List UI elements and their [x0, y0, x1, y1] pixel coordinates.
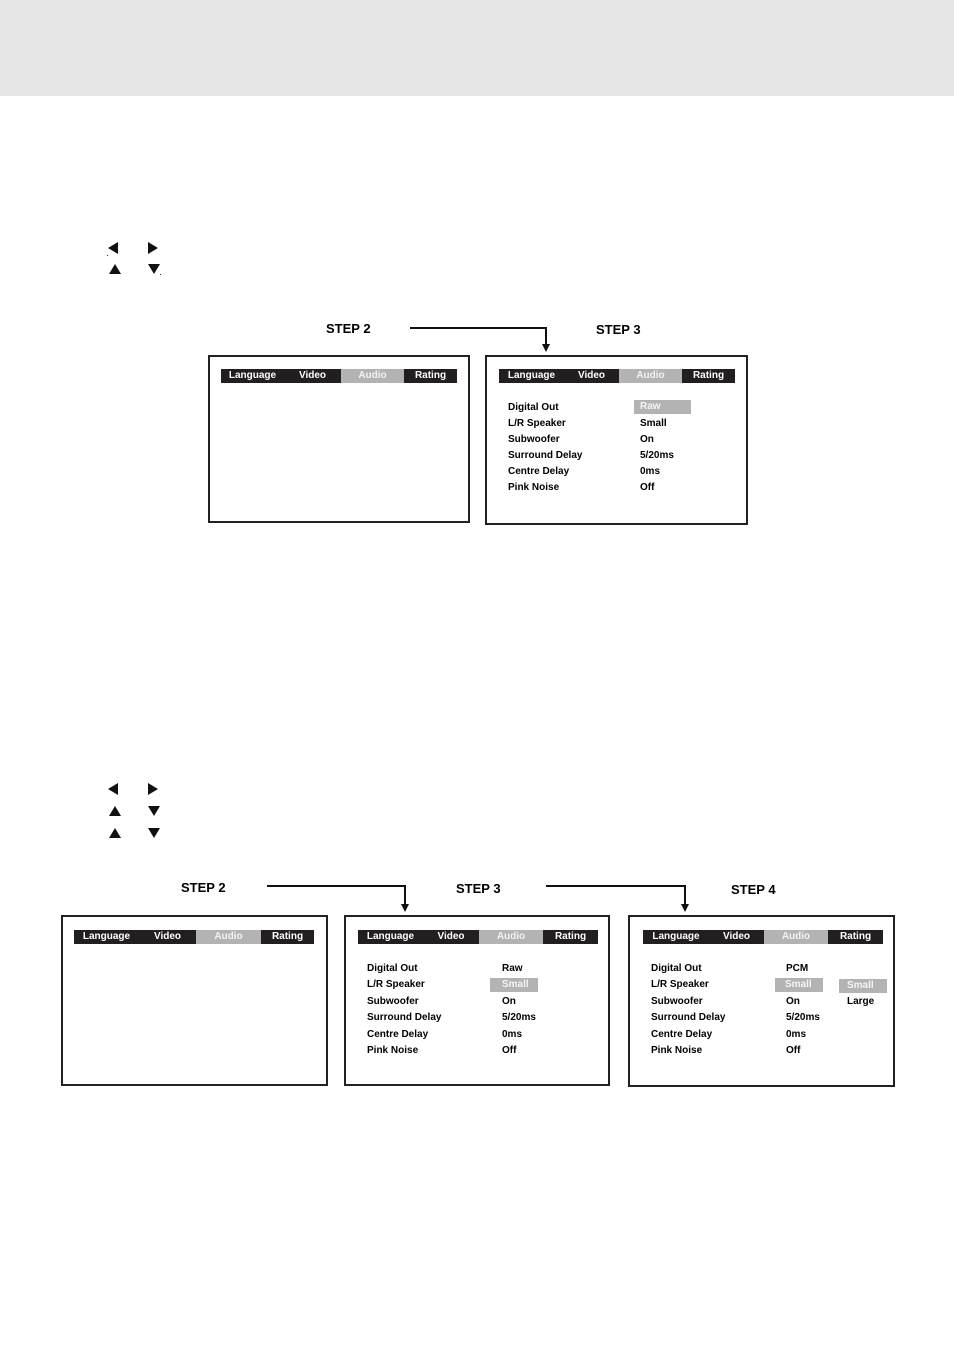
value-centre-delay: 0ms — [786, 1029, 807, 1040]
option-small[interactable]: Small — [839, 979, 887, 993]
up-arrow-icon — [109, 806, 121, 816]
tab-language[interactable]: Language — [221, 369, 284, 383]
down-arrow-icon — [148, 264, 160, 274]
tab-audio[interactable]: Audio — [341, 369, 404, 383]
tab-video[interactable]: Video — [423, 930, 479, 944]
tab-rating[interactable]: Rating — [682, 369, 735, 383]
connector-arrowhead — [401, 904, 409, 912]
menu-tabbar — [499, 369, 735, 383]
menu-item-digital-out[interactable]: Digital Out — [367, 963, 418, 974]
tab-video[interactable]: Video — [284, 369, 341, 383]
value-surround-delay: 5/20ms — [640, 450, 674, 461]
step-2-label: STEP 2 — [326, 321, 371, 336]
up-arrow-icon — [109, 264, 121, 274]
connector-line — [410, 327, 546, 329]
menu-item-lr-speaker[interactable]: L/R Speaker — [508, 418, 566, 429]
dot-mark — [160, 274, 161, 275]
step-2-label: STEP 2 — [181, 880, 226, 895]
connector-line — [546, 885, 686, 887]
menu-item-surround-delay[interactable]: Surround Delay — [651, 1012, 726, 1023]
value-digital-out[interactable]: Raw — [634, 400, 691, 414]
tab-rating[interactable]: Rating — [828, 930, 883, 944]
step-3-screen — [485, 355, 748, 525]
menu-item-centre-delay[interactable]: Centre Delay — [367, 1029, 429, 1040]
menu-item-surround-delay[interactable]: Surround Delay — [508, 450, 583, 461]
connector-line — [684, 885, 686, 905]
menu-item-surround-delay[interactable]: Surround Delay — [367, 1012, 442, 1023]
step-2-screen — [61, 915, 328, 1086]
value-lr-speaker: Small — [640, 418, 667, 429]
tab-audio[interactable]: Audio — [619, 369, 682, 383]
step-4-label: STEP 4 — [731, 882, 776, 897]
value-lr-speaker[interactable]: Small — [775, 978, 823, 992]
menu-tabbar — [221, 369, 457, 383]
tab-video[interactable]: Video — [139, 930, 196, 944]
step-3-label: STEP 3 — [596, 322, 641, 337]
value-centre-delay: 0ms — [640, 466, 661, 477]
menu-item-pink-noise[interactable]: Pink Noise — [508, 482, 560, 493]
tab-audio[interactable]: Audio — [479, 930, 543, 944]
connector-line — [545, 327, 547, 345]
tab-audio[interactable]: Audio — [196, 930, 261, 944]
tab-rating[interactable]: Rating — [404, 369, 457, 383]
value-pink-noise: Off — [502, 1045, 517, 1056]
tab-language[interactable]: Language — [74, 930, 139, 944]
menu-tabbar — [643, 930, 883, 944]
value-pink-noise: Off — [786, 1045, 801, 1056]
tab-language[interactable]: Language — [358, 930, 423, 944]
tab-video[interactable]: Video — [709, 930, 764, 944]
left-arrow-icon — [108, 783, 118, 795]
connector-line — [267, 885, 406, 887]
menu-item-lr-speaker[interactable]: L/R Speaker — [367, 979, 425, 990]
tab-audio[interactable]: Audio — [764, 930, 828, 944]
value-subwoofer: On — [640, 434, 654, 445]
step-2-screen — [208, 355, 470, 523]
tab-language[interactable]: Language — [643, 930, 709, 944]
right-arrow-icon — [148, 783, 158, 795]
up-arrow-icon — [109, 828, 121, 838]
value-surround-delay: 5/20ms — [502, 1012, 536, 1023]
menu-item-lr-speaker[interactable]: L/R Speaker — [651, 979, 709, 990]
connector-arrowhead — [681, 904, 689, 912]
right-arrow-icon — [148, 242, 158, 254]
menu-tabbar — [74, 930, 314, 944]
step-4-screen — [628, 915, 895, 1087]
value-subwoofer: On — [786, 996, 800, 1007]
tab-video[interactable]: Video — [564, 369, 619, 383]
value-centre-delay: 0ms — [502, 1029, 523, 1040]
left-arrow-icon — [108, 242, 118, 254]
connector-arrowhead — [542, 344, 550, 352]
menu-item-pink-noise[interactable]: Pink Noise — [651, 1045, 703, 1056]
connector-line — [404, 885, 406, 905]
down-arrow-icon — [148, 828, 160, 838]
tab-language[interactable]: Language — [499, 369, 564, 383]
menu-item-centre-delay[interactable]: Centre Delay — [651, 1029, 713, 1040]
menu-item-subwoofer[interactable]: Subwoofer — [367, 996, 419, 1007]
tab-rating[interactable]: Rating — [543, 930, 598, 944]
menu-item-subwoofer[interactable]: Subwoofer — [508, 434, 560, 445]
menu-item-digital-out[interactable]: Digital Out — [651, 963, 702, 974]
dot-mark — [107, 255, 108, 256]
value-lr-speaker[interactable]: Small — [490, 978, 538, 992]
menu-item-centre-delay[interactable]: Centre Delay — [508, 466, 570, 477]
menu-item-subwoofer[interactable]: Subwoofer — [651, 996, 703, 1007]
value-digital-out: PCM — [786, 963, 809, 974]
option-large[interactable]: Large — [847, 996, 875, 1007]
menu-item-digital-out[interactable]: Digital Out — [508, 402, 559, 413]
value-digital-out: Raw — [502, 963, 523, 974]
header-band — [0, 0, 954, 96]
tab-rating[interactable]: Rating — [261, 930, 314, 944]
down-arrow-icon — [148, 806, 160, 816]
value-subwoofer: On — [502, 996, 516, 1007]
step-3-label: STEP 3 — [456, 881, 501, 896]
step-3-screen — [344, 915, 610, 1086]
value-surround-delay: 5/20ms — [786, 1012, 820, 1023]
value-pink-noise: Off — [640, 482, 655, 493]
menu-item-pink-noise[interactable]: Pink Noise — [367, 1045, 419, 1056]
menu-tabbar — [358, 930, 598, 944]
